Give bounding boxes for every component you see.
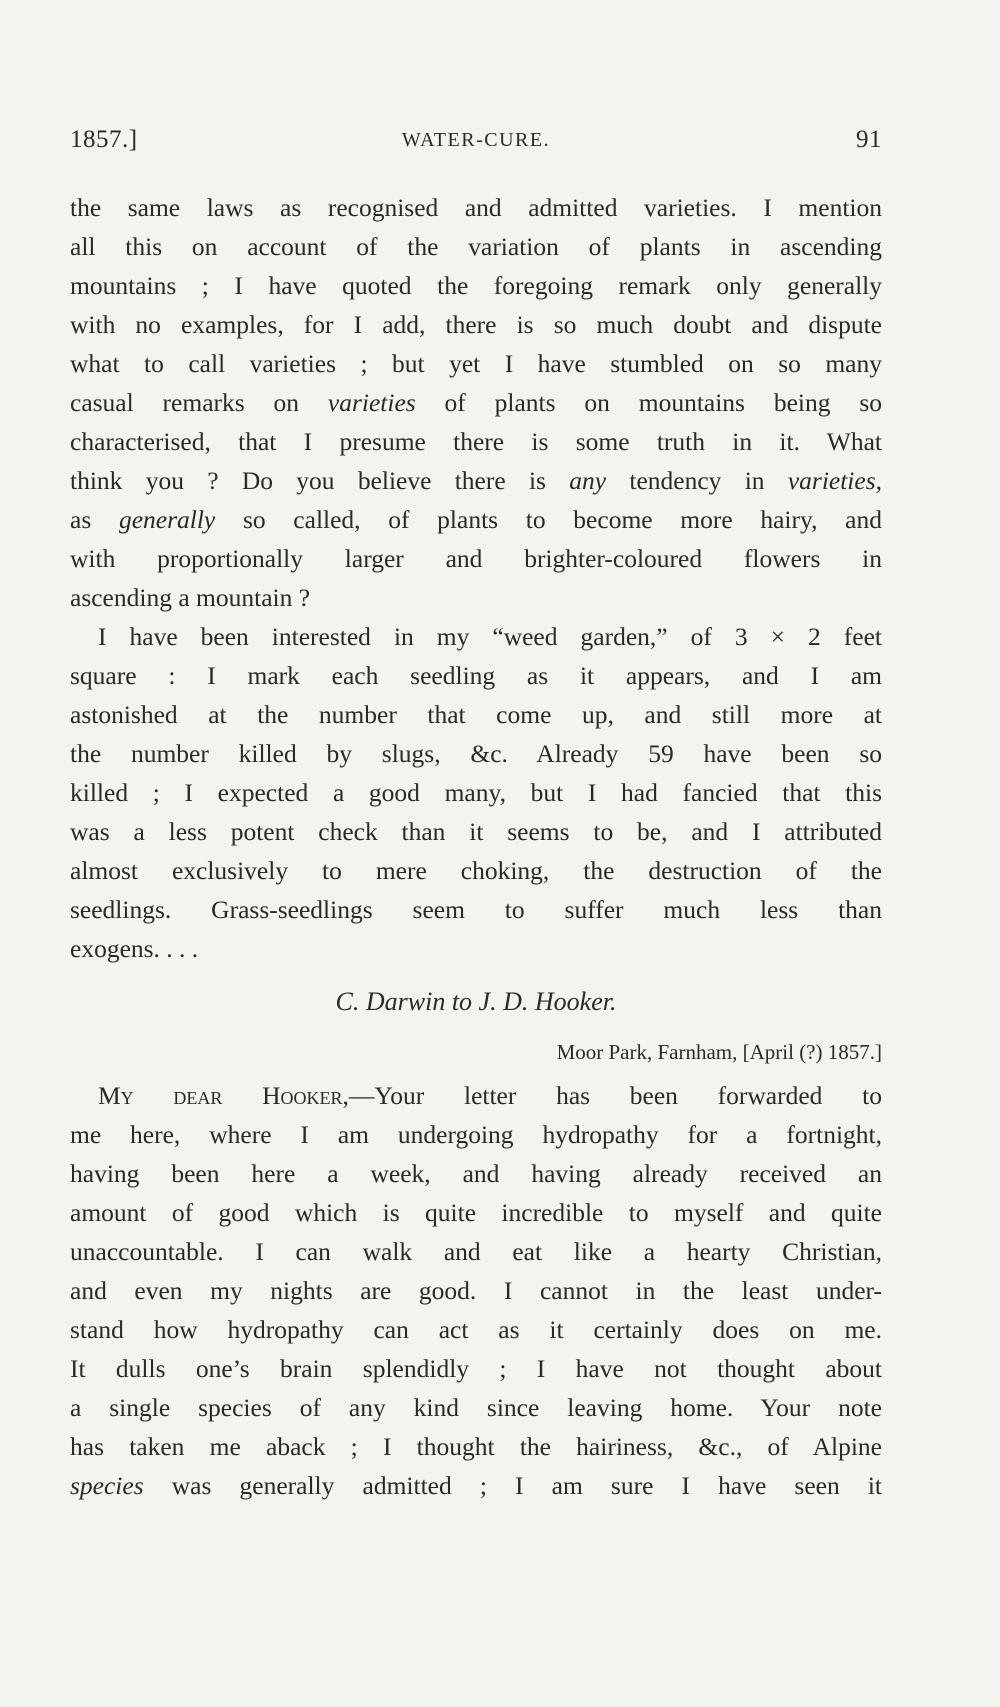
page-number: 91 xyxy=(856,126,882,153)
text-line: me here, where I am undergoing hydropathy for a fortnight, xyxy=(70,1120,882,1149)
running-head-year: 1857.] xyxy=(70,126,138,153)
italic-run: generally xyxy=(118,505,216,534)
text-line: unaccountable. I can walk and eat like a hearty Christian, xyxy=(70,1237,882,1266)
text-line: with no examples, for I add, there is so much doubt and dispute xyxy=(70,310,882,339)
italic-run: varieties, xyxy=(787,466,883,495)
text-line: ascending a mountain ? xyxy=(70,583,311,612)
running-head-title: WATER-CURE. xyxy=(401,129,551,151)
text-line: has taken me aback ; I thought the hairiness, &c., of Alpine xyxy=(70,1432,882,1461)
text-run: as xyxy=(70,505,119,534)
text-line xyxy=(70,383,882,422)
text-line: the same laws as recognised and admitted varieties. I mention xyxy=(70,193,882,222)
text-line: the number killed by slugs, &c. Already 59 have been so xyxy=(70,739,882,768)
text-line: was a less potent check than it seems to be, and I attributed xyxy=(70,817,882,846)
running-head xyxy=(70,126,882,166)
letter-dateline: Moor Park, Farnham, [April (?) 1857.] xyxy=(556,1040,882,1064)
text-run: —Your letter has been forwarded to xyxy=(348,1081,882,1110)
text-run: of plants on mountains being so xyxy=(415,388,883,417)
text-line xyxy=(70,500,882,539)
text-line: and even my nights are good. I cannot in the least under- xyxy=(70,1276,882,1305)
text-run: think you ? Do you believe there is xyxy=(70,466,570,495)
body-text xyxy=(70,188,882,1505)
text-line: having been here a week, and having already received an xyxy=(70,1159,882,1188)
text-line: exogens. . . . xyxy=(70,934,199,963)
text-line xyxy=(70,1076,882,1115)
text-run: tendency in xyxy=(606,466,788,495)
text-line xyxy=(70,461,882,500)
text-line: astonished at the number that come up, and still more at xyxy=(70,700,882,729)
text-line: what to call varieties ; but yet I have stumbled on so many xyxy=(70,349,882,378)
text-line: mountains ; I have quoted the foregoing remark only generally xyxy=(70,271,882,300)
text-line: square : I mark each seedling as it appears, and I am xyxy=(70,661,882,690)
text-line: all this on account of the variation of plants in ascending xyxy=(70,232,882,261)
text-line: amount of good which is quite incredible to myself and quite xyxy=(70,1198,882,1227)
text-run: so called, of plants to become more hairy, and xyxy=(215,505,882,534)
italic-run: species xyxy=(70,1471,144,1500)
text-line: with proportionally larger and brighter-coloured flowers in xyxy=(70,544,882,573)
text-line: I have been interested in my “weed garden,” of 3 × 2 feet xyxy=(98,622,882,651)
text-line: almost exclusively to mere choking, the destruction of the xyxy=(70,856,882,885)
text-line: It dulls one’s brain splendidly ; I have not thought about xyxy=(70,1354,882,1383)
text-line: seedlings. Grass-seedlings seem to suffer much less than xyxy=(70,895,882,924)
text-line xyxy=(70,1466,882,1505)
text-line: characterised, that I presume there is some truth in it. What xyxy=(70,427,882,456)
salutation: My dear Hooker, xyxy=(98,1081,349,1110)
letter-heading: C. Darwin to J. D. Hooker. xyxy=(335,987,617,1016)
italic-run: any xyxy=(569,466,607,495)
italic-run: varieties xyxy=(327,388,416,417)
text-line: killed ; I expected a good many, but I had fancied that this xyxy=(70,778,882,807)
text-run: was generally admitted ; I am sure I have seen it xyxy=(143,1471,882,1500)
text-line: a single species of any kind since leaving home. Your note xyxy=(70,1393,882,1422)
text-line: stand how hydropathy can act as it certainly does on me. xyxy=(70,1315,882,1344)
text-run: casual remarks on xyxy=(70,388,328,417)
